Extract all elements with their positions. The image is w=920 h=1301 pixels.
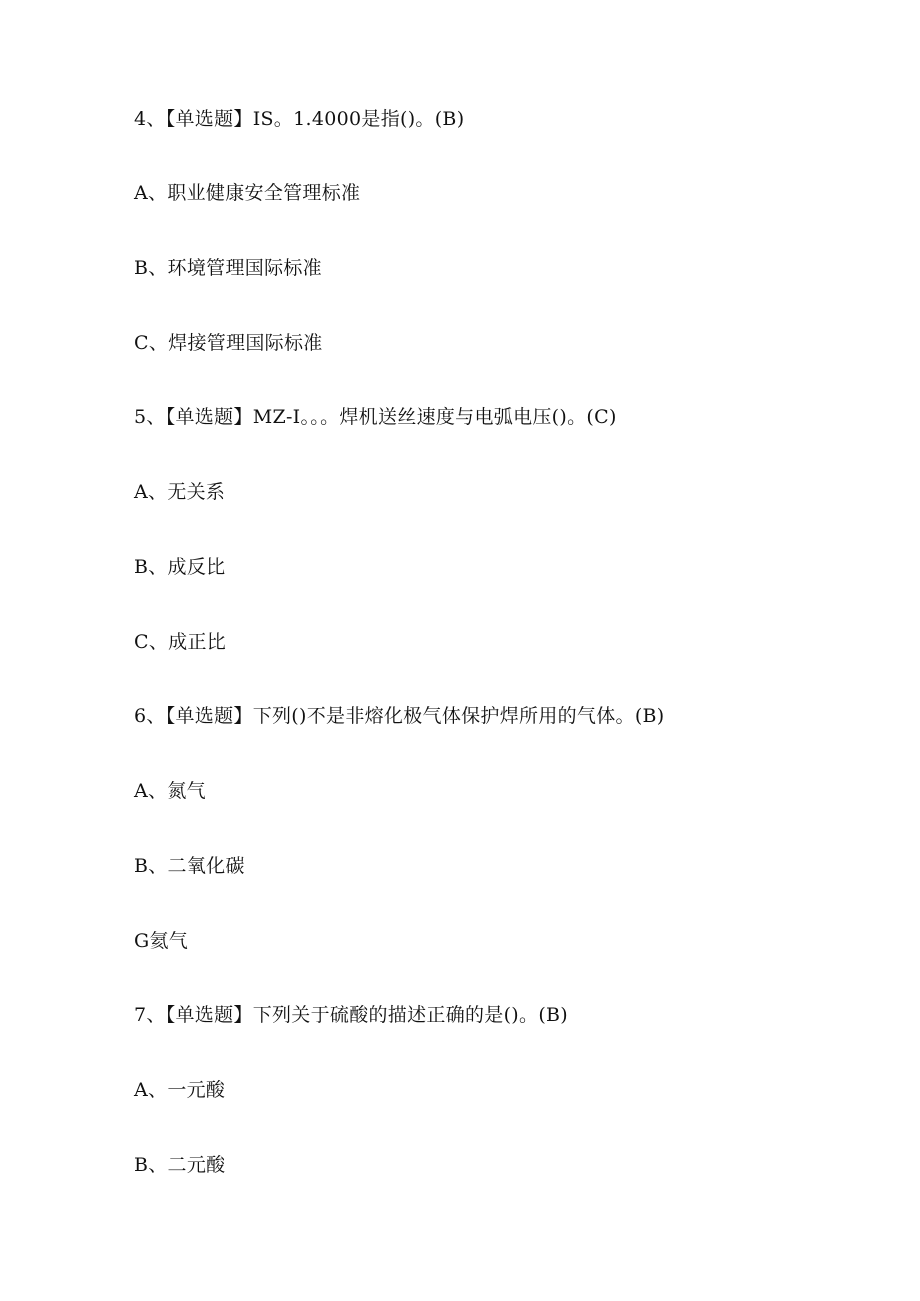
question-7-option-a: A、一元酸 bbox=[134, 1079, 226, 1101]
question-7-option-b: B、二元酸 bbox=[134, 1154, 226, 1176]
question-7: 7、【单选题】下列关于硫酸的描述正确的是()。(B) bbox=[134, 1004, 569, 1026]
question-5-option-c: C、成正比 bbox=[134, 631, 227, 653]
question-4-option-c: C、焊接管理国际标准 bbox=[134, 332, 323, 354]
question-5-option-b: B、成反比 bbox=[134, 556, 226, 578]
question-4: 4、【单选题】IS。1.4000是指()。(B) bbox=[134, 108, 465, 130]
question-6: 6、【单选题】下列()不是非熔化极气体保护焊所用的气体。(B) bbox=[134, 705, 665, 727]
question-4-option-b: B、环境管理国际标准 bbox=[134, 257, 322, 279]
question-5-option-a: A、无关系 bbox=[134, 481, 226, 503]
question-6-option-b: B、二氧化碳 bbox=[134, 855, 245, 877]
question-6-option-c: G氦气 bbox=[134, 930, 189, 952]
question-6-option-a: A、氮气 bbox=[134, 780, 206, 802]
question-5: 5、【单选题】MZ-I。。。焊机送丝速度与电弧电压()。(C) bbox=[134, 406, 617, 428]
question-4-option-a: A、职业健康安全管理标准 bbox=[134, 182, 361, 204]
